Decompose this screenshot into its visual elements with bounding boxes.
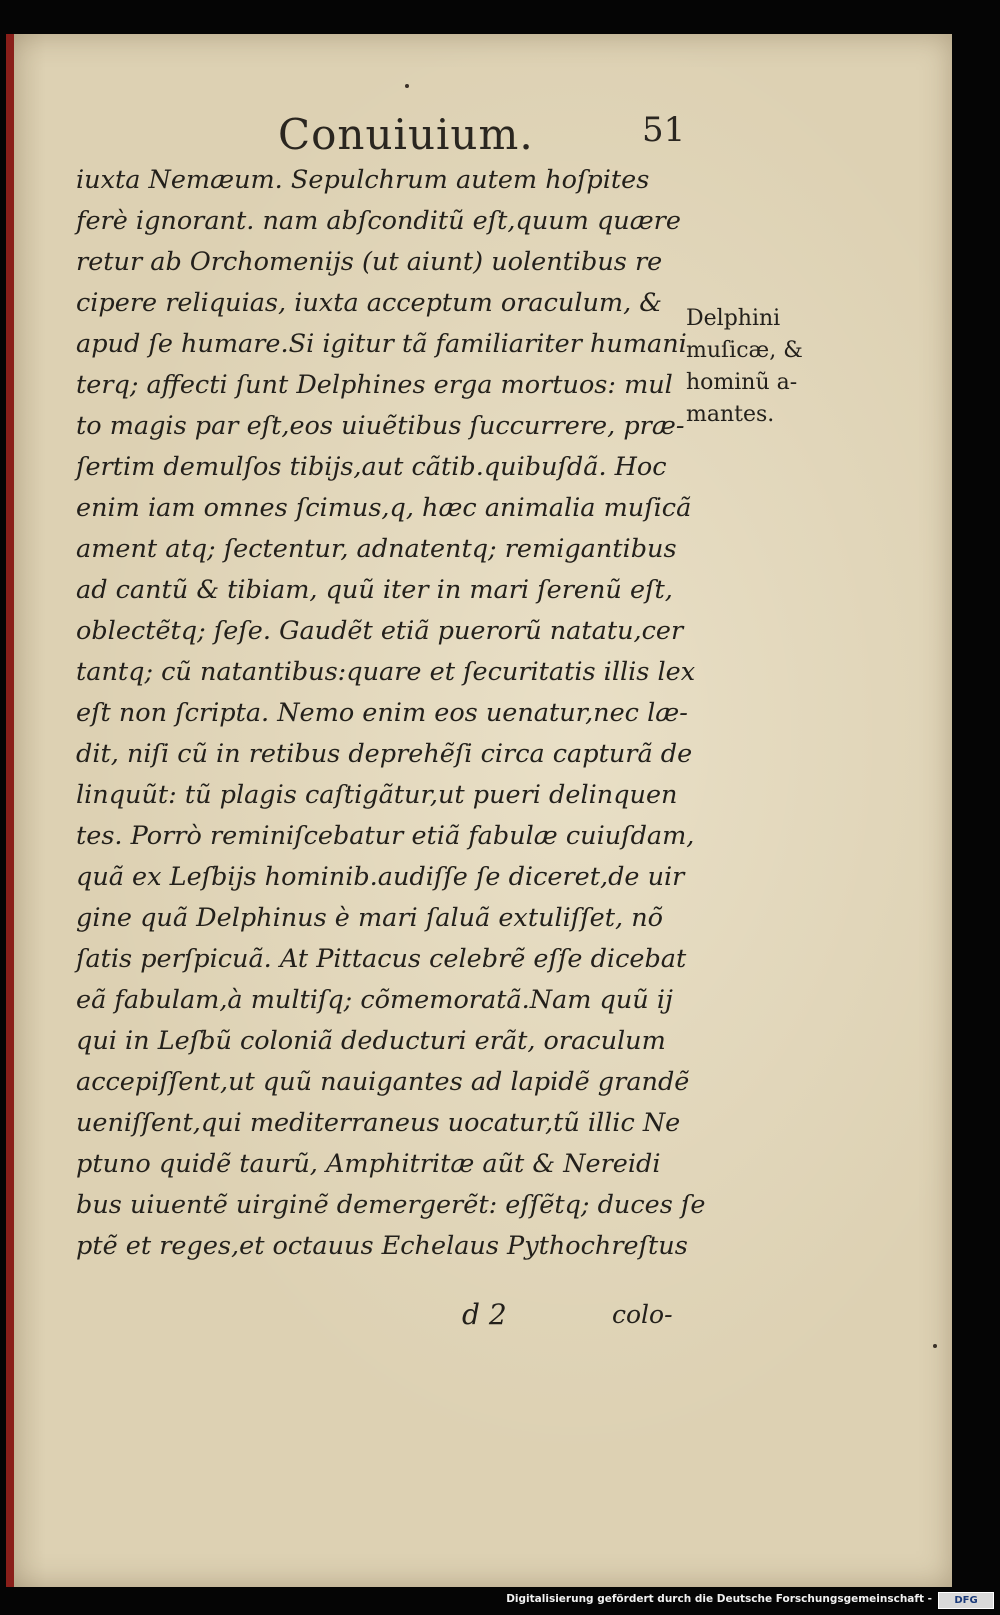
text-line: gine quã Delphinus è mari ſaluã extuliſſet, nõ xyxy=(76,903,663,933)
signature-mark: d 2 xyxy=(462,1298,507,1331)
text-line: apud ſe humare.Si igitur tã familiariter humani xyxy=(76,329,687,359)
dfg-logo-text: DFG xyxy=(954,1595,978,1606)
text-line: ſatis perſpicuã. At Pittacus celebrẽ eſſe dicebat xyxy=(76,944,687,974)
text-line: ueniſſent,qui mediterraneus uocatur,tũ illic Ne xyxy=(76,1108,681,1138)
text-line: iuxta Nemæum. Sepulchrum autem hoſpites xyxy=(76,165,650,195)
text-line: enim iam omnes ſcimus,q, hæc animalia muſicã xyxy=(76,493,692,523)
body-text xyxy=(76,160,706,1267)
text-line: terq; affecti ſunt Delphines erga mortuos: mul xyxy=(76,370,673,400)
text-line: ptẽ et reges,et octauus Echelaus Pythochreſtus xyxy=(76,1231,688,1261)
text-line: ſertim demulſos tibijs,aut cãtib.quibuſdã. Hoc xyxy=(76,452,667,482)
ink-speck xyxy=(405,84,409,88)
ink-speck xyxy=(933,1344,937,1348)
text-line: qui in Leſbũ coloniã deducturi erãt, oraculum xyxy=(76,1026,666,1056)
text-line: bus uiuentẽ uirginẽ demergerẽt: eſſẽtq; duces ſe xyxy=(76,1190,706,1220)
text-line: retur ab Orchomenijs (ut aiunt) uolentibus re xyxy=(76,247,663,277)
marginal-note-line: mantes. xyxy=(686,402,775,427)
text-line: ament atq; ſectentur, adnatentq; remigantibus xyxy=(76,534,677,564)
text-line: eſt non ſcripta. Nemo enim eos uenatur,nec læ- xyxy=(76,698,688,728)
text-line: tantq; cũ natantibus:quare et ſecuritatis illis lex xyxy=(76,657,696,687)
marginal-note-line: Delphini xyxy=(686,306,781,331)
running-head-title: Conuiuium. xyxy=(278,110,534,159)
running-head xyxy=(0,110,1000,160)
marginal-note-line: muſicæ, & xyxy=(686,338,803,363)
marginal-note xyxy=(686,303,836,431)
page-footer xyxy=(0,1298,1000,1338)
text-line: cipere reliquias, iuxta acceptum oraculum, & xyxy=(76,288,663,318)
dfg-logo xyxy=(938,1592,994,1609)
digitization-credit: Digitalisierung gefördert durch die Deutsche Forschungsgemeinschaft - xyxy=(506,1593,932,1605)
text-line: ptuno quidẽ taurũ, Amphitritæ aũt & Nereidi xyxy=(76,1149,661,1179)
marginal-note-line: hominũ a- xyxy=(686,370,798,395)
text-line: accepiſſent,ut quũ nauigantes ad lapidẽ grandẽ xyxy=(76,1067,690,1097)
binding-edge xyxy=(6,34,14,1587)
text-line: eã fabulam,à multiſq; cõmemoratã.Nam quũ ij xyxy=(76,985,673,1015)
folio-number: 51 xyxy=(642,110,686,150)
text-line: quã ex Leſbijs hominib.audiſſe ſe diceret,de uir xyxy=(76,862,685,892)
text-line: to magis par eſt,eos uiuẽtibus ſuccurrere, præ- xyxy=(76,411,685,441)
text-line: ad cantũ & tibiam, quũ iter in mari ſerenũ eſt, xyxy=(76,575,673,605)
text-line: oblectẽtq; ſeſe. Gaudẽt etiã puerorũ natatu,cer xyxy=(76,616,684,646)
text-line: linquũt: tũ plagis caſtigãtur,ut pueri delinquen xyxy=(76,780,678,810)
text-line: dit, niſi cũ in retibus deprehẽſi circa capturã de xyxy=(76,739,693,769)
catchword: colo- xyxy=(612,1300,673,1329)
text-line: tes. Porrò reminiſcebatur etiã fabulæ cuiuſdam, xyxy=(76,821,695,851)
text-line: ferè ignorant. nam abſconditũ eſt,quum quære xyxy=(76,206,681,236)
